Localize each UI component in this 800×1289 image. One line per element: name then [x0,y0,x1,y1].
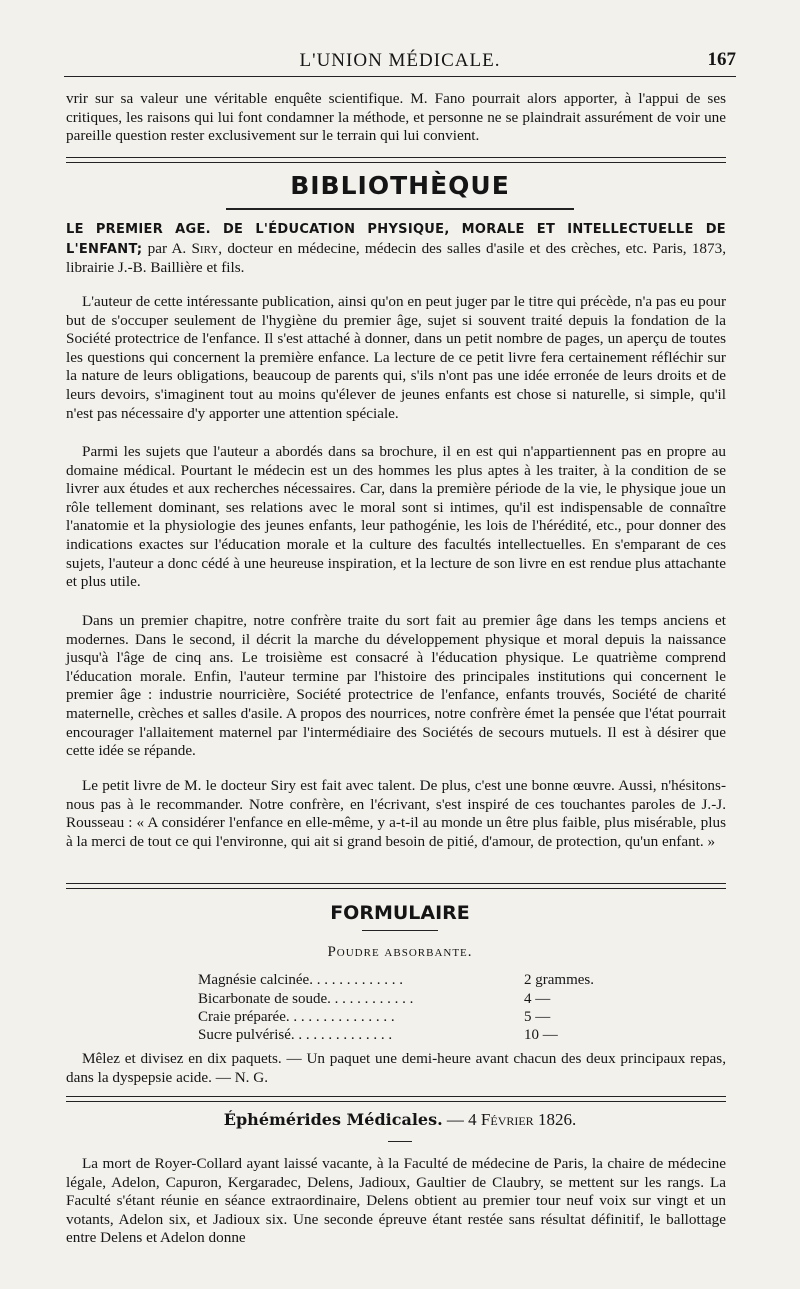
book-by: par A. [147,239,187,257]
ingredient-quantity: 2 grammes. [524,972,594,988]
ephemerides-date: — 4 Février 1826. [446,1110,577,1129]
ingredient-quantity: 10 — [524,1027,558,1043]
heading-underline [388,1141,412,1142]
ingredient-row [198,991,638,1011]
running-title: L'UNION MÉDICALE. [299,50,501,71]
recipe-instructions: Mêlez et divisez en dix paquets. — Un paquet une demi-heure avant chacun des deux principaux repas, dans la dyspepsie acide. — N. G. [66,1050,726,1086]
ingredient-row [198,972,638,992]
book-author: Siry [191,239,219,257]
ephemerides-heading [0,1110,800,1130]
ingredient-row [198,1009,638,1029]
review-paragraph-1: L'auteur de cette intéressante publication, ainsi qu'on en peut juger par le titre qui précède, n'a pas eu pour but de s'occuper seulement de l'hygiène du premier âge, sujet si souvent traité depuis la fondation de la Société protectrice de l'enfance. Il s'est attaché à donner, dans un petit nombre de pages, un aperçu de toutes les questions qui concernent la première enfance. La lecture de ce petit livre fera certainement réfléchir sur la nature de leurs obligations, beaucoup de parents qui, s'ils n'ont pas une idée erronée de leurs droits et de leurs devoirs, s'imaginent tout au moins qu'élever de jeunes enfants est chose si naturelle, si simple, qu'il n'est pas nécessaire d'y apporter une attention spéciale. [66,293,726,422]
review-paragraph-4: Le petit livre de M. le docteur Siry est fait avec talent. De plus, c'est une bonne œuvre. Aussi, n'hésitons-nous pas à le recommander. Notre confrère, en l'écrivant, s'est inspiré de ces touchantes paroles de J.-J. Rousseau : « A considérer l'enfance en elle-même, y a-t-il au monde un être plus faible, plus misérable, plus à la merci de tout ce qui l'environne, qui ait si grand besoin de pitié, d'amour, de protection, qu'un enfant. » [66,777,726,850]
book-details: , docteur en médecine, médecin des salles d'asile et des crèches, etc. Paris, 1873, librairie J.-B. Baillière et fils. [66,239,727,277]
ingredient-quantity: 4 — [524,991,551,1007]
book-title: LE PREMIER AGE. DE L'ÉDUCATION PHYSIQUE, MORALE ET INTELLECTUELLE DE L'ENFANT; [66,222,726,257]
heading-underline [362,930,438,931]
section-divider [66,1096,726,1102]
heading-underline [226,208,574,210]
ephemerides-paragraph: La mort de Royer-Collard ayant laissé vacante, à la Faculté de médecine de Paris, la chaire de médecine légale, Adelon, Capuron, Kergaradec, Delens, Jadioux, Gaultier de Claubry, se mettent sur les rangs. La Faculté s'étant réunie en séance extraordinaire, Delens obtient au premier tour neuf voix sur vingt et un votants, Adelon six, et Jadioux six. Une seconde épreuve étant restée sans résultat définitif, le ballottage entre Delens et Adelon donne [66,1155,726,1247]
ingredient-row [198,1027,638,1047]
intro-paragraph: vrir sur sa valeur une véritable enquête scientifique. M. Fano pourrait alors apporter, à l'appui de ses critiques, les raisons qui lui font condamner la méthode, et personne ne se plaindrait assurément de voir une pareille question rester exclusivement sur le terrain qui lui convient. [66,90,726,145]
ingredient-name: Sucre pulvérisé. . . . . . . . . . . . . . [198,1027,393,1043]
page-number: 167 [707,49,736,70]
ingredient-name: Magnésie calcinée. . . . . . . . . . . . . [198,972,403,988]
review-paragraph-3: Dans un premier chapitre, notre confrère traite du sort fait au premier âge dans les temps anciens et modernes. Dans le second, il décrit la marche du développement physique et moral depuis la naissance jusqu'à l'âge de cinq ans. Le troisième est consacré à l'éducation physique. Le quatrième comprend l'éducation morale. Enfin, l'auteur termine par l'histoire des principales institutions qui concernent le premier âge : industrie nourricière, Société protectrice de l'enfance, enfants trouvés, Société de charité maternelle, crèches et salles d'asile. A propos des nourrices, notre confrère émet la pensée que l'état pourrait encourager l'allaitement maternel par l'intermédiaire des Sociétés de secours mutuels. Il est à désirer que cette idée se répande. [66,612,726,760]
section-heading-formulaire: FORMULAIRE [330,902,470,924]
review-paragraph-2: Parmi les sujets que l'auteur a abordés dans sa brochure, il en est qui n'appartiennent pas en propre au domaine médical. Pourtant le médecin est un des hommes les plus aptes à les traiter, à la condition de se livrer aux études et aux recherches nécessaires. Car, dans la première période de la vie, le physique joue un rôle tellement dominant, ses relations avec le moral sont si intimes, qu'il est indispensable de connaître l'anatomie et la physiologie des jeunes enfants, leur pathogénie, les lois de l'hérédité, etc., pour donner des indications exactes sur l'éducation morale et la culture des facultés intellectuelles. En s'emparant de ces sujets, l'auteur a donc cédé à une heureuse inspiration, et la lecture de son livre en est rendue plus attachante et plus utile. [66,443,726,591]
ingredient-name: Craie préparée. . . . . . . . . . . . . . . [198,1009,395,1025]
recipe-title: Poudre absorbante. [327,944,473,960]
section-heading-bibliotheque: BIBLIOTHÈQUE [290,171,510,200]
page-header [64,46,736,77]
section-divider [66,883,726,889]
section-divider [66,157,726,163]
ephemerides-title: Éphémérides Médicales. [223,1110,443,1129]
ingredient-quantity: 5 — [524,1009,551,1025]
ingredient-name: Bicarbonate de soude. . . . . . . . . . . . [198,991,414,1007]
book-reference [66,220,726,278]
